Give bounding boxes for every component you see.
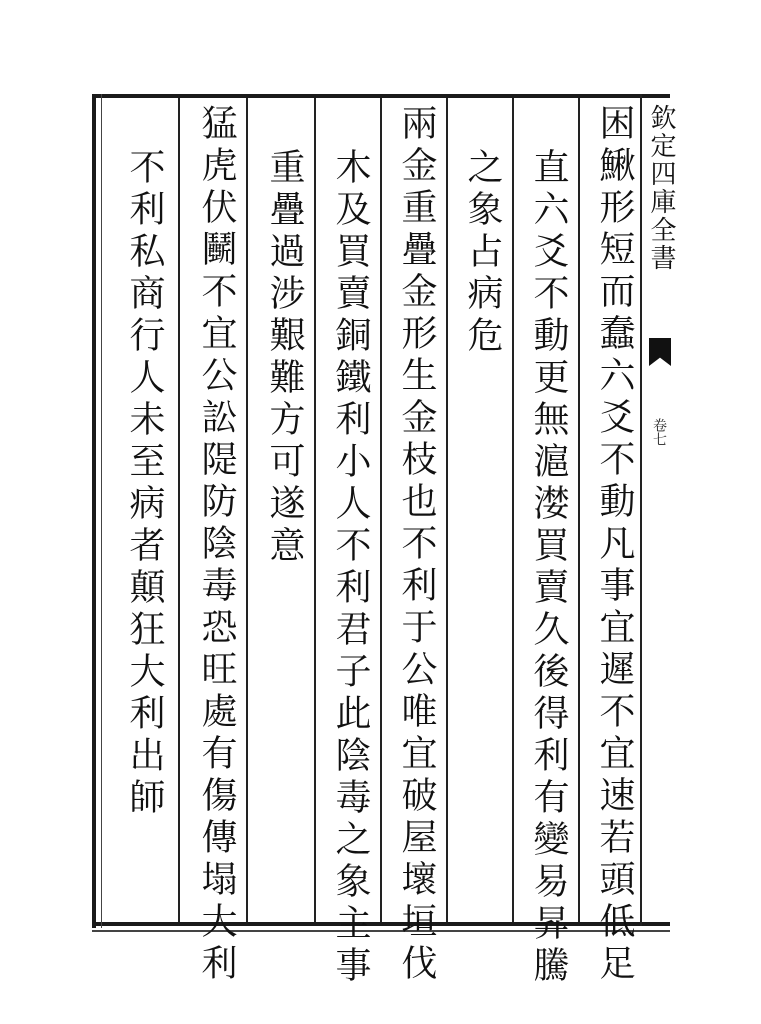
- text-column-1: 困鰍形短而蠢六爻不動凡事宜遲不宜速若頭低足: [594, 104, 635, 986]
- text-column-6: 重疊過涉艱難方可遂意: [264, 148, 305, 568]
- text-column-2: 直六爻不動更無滬漤買賣久後得利有變易昇騰: [528, 148, 569, 988]
- volume-label: 卷七: [651, 418, 667, 446]
- frame-left-thin-border: [101, 94, 102, 928]
- frame-bottom-thin-border: [92, 930, 670, 932]
- column-rule: [512, 98, 514, 922]
- column-rule: [178, 98, 180, 922]
- text-column-3: 之象占病危: [462, 148, 503, 358]
- column-rule: [314, 98, 316, 922]
- column-rule: [380, 98, 382, 922]
- column-rule: [446, 98, 448, 922]
- text-column-7: 猛虎伏鬭不宜公訟隄防陰毒恐旺處有傷傳塌大利: [196, 104, 237, 986]
- frame-left-border: [92, 94, 96, 928]
- text-column-8: 不利私商行人未至病者顛狂大利出師: [124, 148, 165, 820]
- frame-bottom-border: [92, 922, 670, 926]
- text-column-5: 木及買賣銅鐵利小人不利君子此陰毒之象主事: [330, 148, 371, 988]
- column-rule: [246, 98, 248, 922]
- text-column-4: 兩金重疊金形生金枝也不利于公唯宜破屋壞垣伐: [396, 104, 437, 986]
- column-rule: [578, 98, 580, 922]
- book-title: 欽定四庫全書: [646, 104, 676, 272]
